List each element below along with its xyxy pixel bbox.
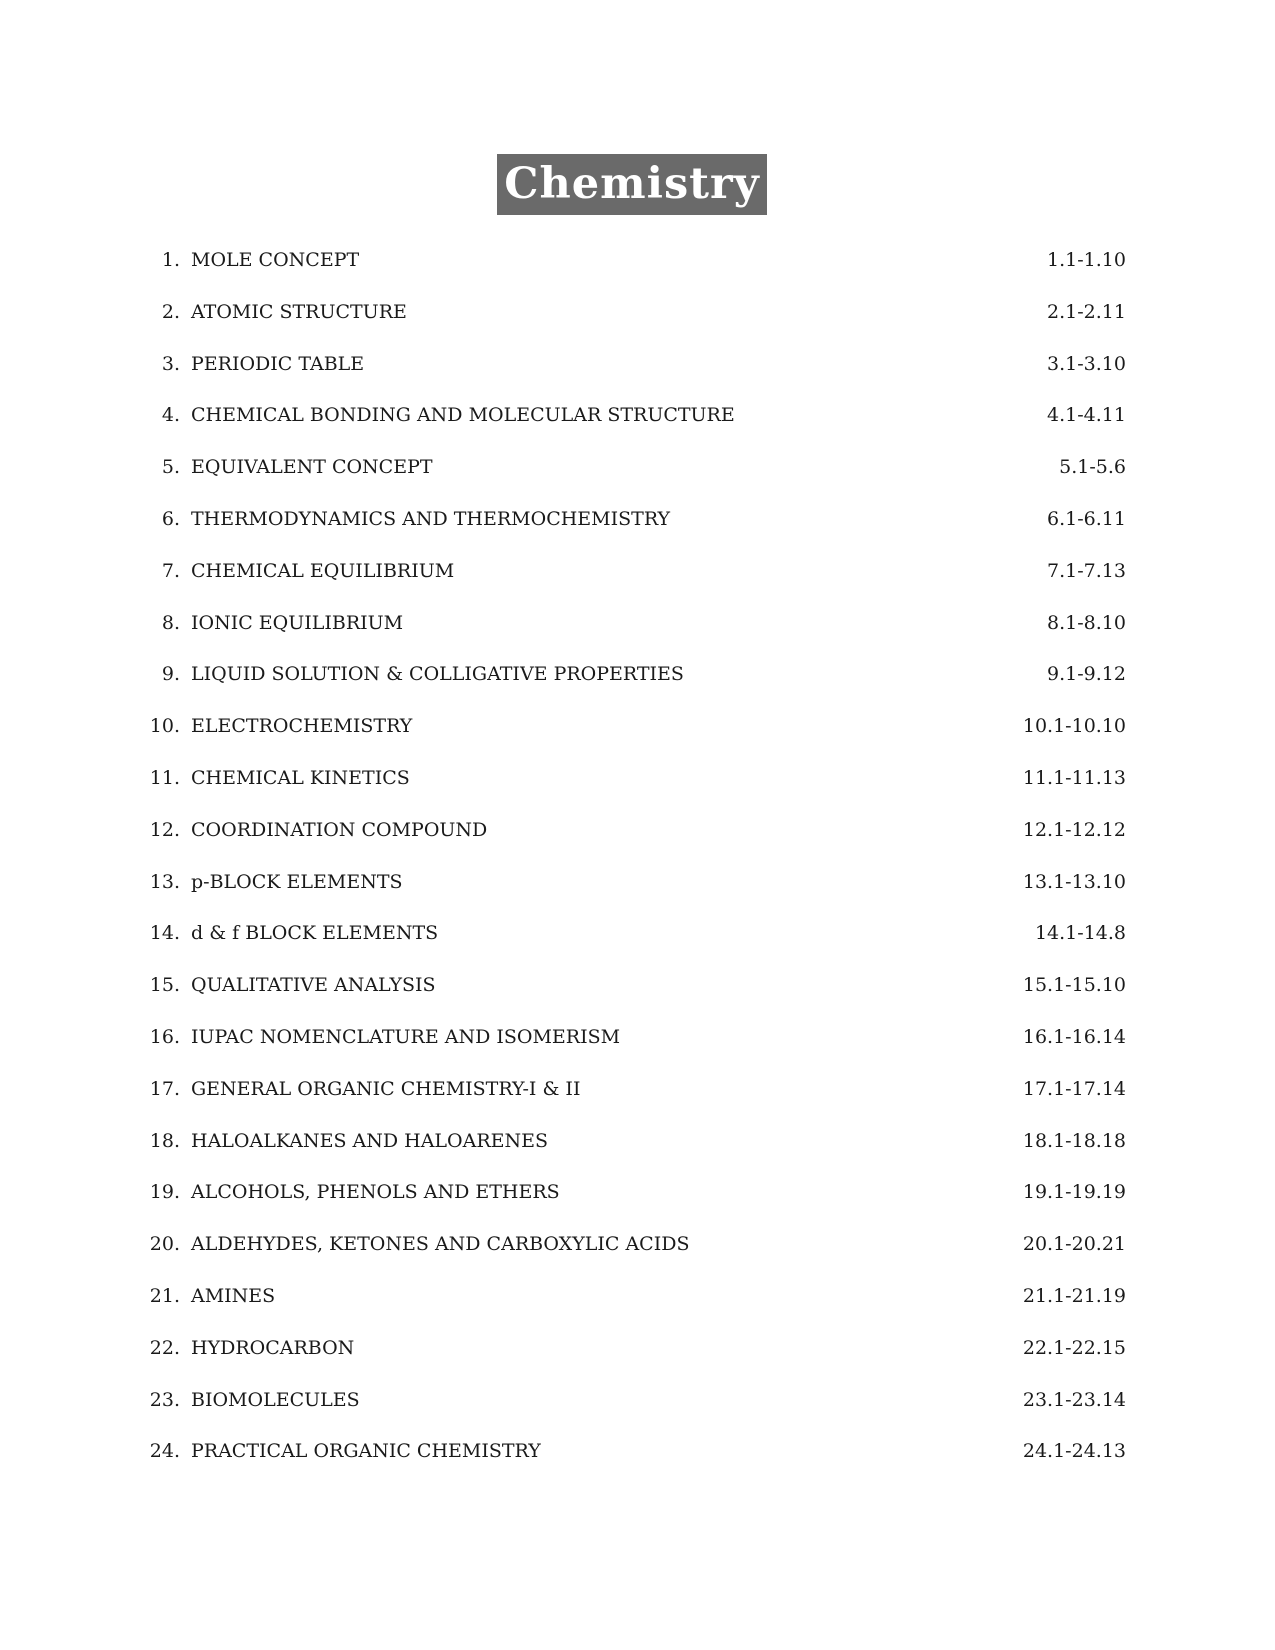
- chapter-title: CHEMICAL EQUILIBRIUM: [191, 559, 455, 582]
- chapter-pages: 22.1-22.15: [1022, 1336, 1126, 1359]
- toc-row: [140, 702, 1126, 754]
- chapter-number: 8.: [161, 611, 180, 634]
- chapter-pages: 5.1-5.6: [1059, 456, 1126, 479]
- chapter-title: HALOALKANES AND HALOARENES: [191, 1129, 549, 1152]
- toc-row: [140, 754, 1126, 806]
- chapter-number: 14.: [149, 922, 180, 945]
- chapter-pages: 20.1-20.21: [1022, 1233, 1126, 1256]
- page-title-banner: [497, 154, 767, 215]
- toc-row: [140, 288, 1126, 340]
- chapter-pages: 10.1-10.10: [1022, 715, 1126, 738]
- chapter-pages: 16.1-16.14: [1022, 1025, 1126, 1048]
- toc-row: [140, 1168, 1126, 1220]
- chapter-number: 4.: [161, 404, 180, 427]
- toc-row: [140, 1013, 1126, 1065]
- chapter-number: 10.: [149, 715, 180, 738]
- chapter-title: LIQUID SOLUTION & COLLIGATIVE PROPERTIES: [191, 663, 684, 686]
- chapter-pages: 7.1-7.13: [1047, 559, 1126, 582]
- chapter-title: EQUIVALENT CONCEPT: [191, 456, 433, 479]
- toc-row: [140, 650, 1126, 702]
- toc-row: [140, 1376, 1126, 1428]
- toc-row: [140, 858, 1126, 910]
- chapter-title: COORDINATION COMPOUND: [191, 818, 488, 841]
- toc-row: [140, 1272, 1126, 1324]
- toc-row: [140, 236, 1126, 288]
- chapter-title: PERIODIC TABLE: [191, 352, 365, 375]
- chapter-number: 9.: [161, 663, 180, 686]
- chapter-number: 2.: [161, 300, 180, 323]
- chapter-number: 7.: [161, 559, 180, 582]
- chapter-title: p-BLOCK ELEMENTS: [191, 870, 403, 893]
- chapter-number: 13.: [149, 870, 180, 893]
- chapter-number: 15.: [149, 974, 180, 997]
- chapter-number: 11.: [149, 766, 180, 789]
- chapter-number: 22.: [149, 1336, 180, 1359]
- chapter-title: BIOMOLECULES: [191, 1388, 360, 1411]
- toc-row: [140, 547, 1126, 599]
- chapter-title: THERMODYNAMICS AND THERMOCHEMISTRY: [191, 507, 671, 530]
- toc-row: [140, 961, 1126, 1013]
- chapter-number: 12.: [149, 818, 180, 841]
- chapter-title: QUALITATIVE ANALYSIS: [191, 974, 436, 997]
- toc-row: [140, 495, 1126, 547]
- chapter-title: IUPAC NOMENCLATURE AND ISOMERISM: [191, 1025, 621, 1048]
- chapter-number: 16.: [149, 1025, 180, 1048]
- chapter-title: ALDEHYDES, KETONES AND CARBOXYLIC ACIDS: [191, 1233, 690, 1256]
- chapter-number: 19.: [149, 1181, 180, 1204]
- page-title: Chemistry: [504, 159, 760, 209]
- chapter-pages: 13.1-13.10: [1022, 870, 1126, 893]
- chapter-title: CHEMICAL KINETICS: [191, 766, 410, 789]
- chapter-pages: 24.1-24.13: [1022, 1440, 1126, 1463]
- chapter-title: AMINES: [191, 1284, 276, 1307]
- chapter-pages: 21.1-21.19: [1022, 1284, 1126, 1307]
- chapter-title: GENERAL ORGANIC CHEMISTRY-I & II: [191, 1077, 581, 1100]
- chapter-title: MOLE CONCEPT: [191, 249, 360, 271]
- toc-row: [140, 1427, 1126, 1479]
- chapter-pages: 2.1-2.11: [1047, 300, 1126, 323]
- chapter-title: IONIC EQUILIBRIUM: [191, 611, 404, 634]
- chapter-pages: 1.1-1.10: [1047, 249, 1126, 271]
- chapter-pages: 11.1-11.13: [1022, 766, 1126, 789]
- table-of-contents: [140, 236, 1126, 1479]
- toc-row: [140, 1220, 1126, 1272]
- chapter-pages: 8.1-8.10: [1047, 611, 1126, 634]
- chapter-pages: 12.1-12.12: [1022, 818, 1126, 841]
- chapter-title: PRACTICAL ORGANIC CHEMISTRY: [191, 1440, 541, 1463]
- toc-row: [140, 1324, 1126, 1376]
- chapter-title: ATOMIC STRUCTURE: [191, 300, 407, 323]
- toc-row: [140, 806, 1126, 858]
- chapter-number: 21.: [149, 1284, 180, 1307]
- chapter-pages: 14.1-14.8: [1034, 922, 1126, 945]
- chapter-number: 5.: [161, 456, 180, 479]
- chapter-number: 24.: [149, 1440, 180, 1463]
- chapter-pages: 18.1-18.18: [1022, 1129, 1126, 1152]
- chapter-pages: 3.1-3.10: [1047, 352, 1126, 375]
- chapter-pages: 15.1-15.10: [1022, 974, 1126, 997]
- chapter-title: ALCOHOLS, PHENOLS AND ETHERS: [191, 1181, 560, 1204]
- chapter-number: 3.: [161, 352, 180, 375]
- toc-row: [140, 1065, 1126, 1117]
- chapter-number: 23.: [149, 1388, 180, 1411]
- chapter-title: HYDROCARBON: [191, 1336, 355, 1359]
- toc-row: [140, 391, 1126, 443]
- chapter-pages: 19.1-19.19: [1022, 1181, 1126, 1204]
- chapter-pages: 23.1-23.14: [1022, 1388, 1126, 1411]
- toc-row: [140, 340, 1126, 392]
- toc-row: [140, 909, 1126, 961]
- toc-row: [140, 1117, 1126, 1169]
- chapter-title: CHEMICAL BONDING AND MOLECULAR STRUCTURE: [191, 404, 735, 427]
- chapter-number: 6.: [161, 507, 180, 530]
- chapter-pages: 6.1-6.11: [1047, 507, 1126, 530]
- chapter-pages: 17.1-17.14: [1022, 1077, 1126, 1100]
- chapter-number: 17.: [149, 1077, 180, 1100]
- chapter-title: ELECTROCHEMISTRY: [191, 715, 413, 738]
- chapter-number: 1.: [161, 249, 180, 271]
- chapter-title: d & f BLOCK ELEMENTS: [191, 922, 439, 945]
- toc-row: [140, 599, 1126, 651]
- toc-row: [140, 443, 1126, 495]
- chapter-pages: 9.1-9.12: [1047, 663, 1126, 686]
- chapter-number: 18.: [149, 1129, 180, 1152]
- chapter-number: 20.: [149, 1233, 180, 1256]
- chapter-pages: 4.1-4.11: [1047, 404, 1126, 427]
